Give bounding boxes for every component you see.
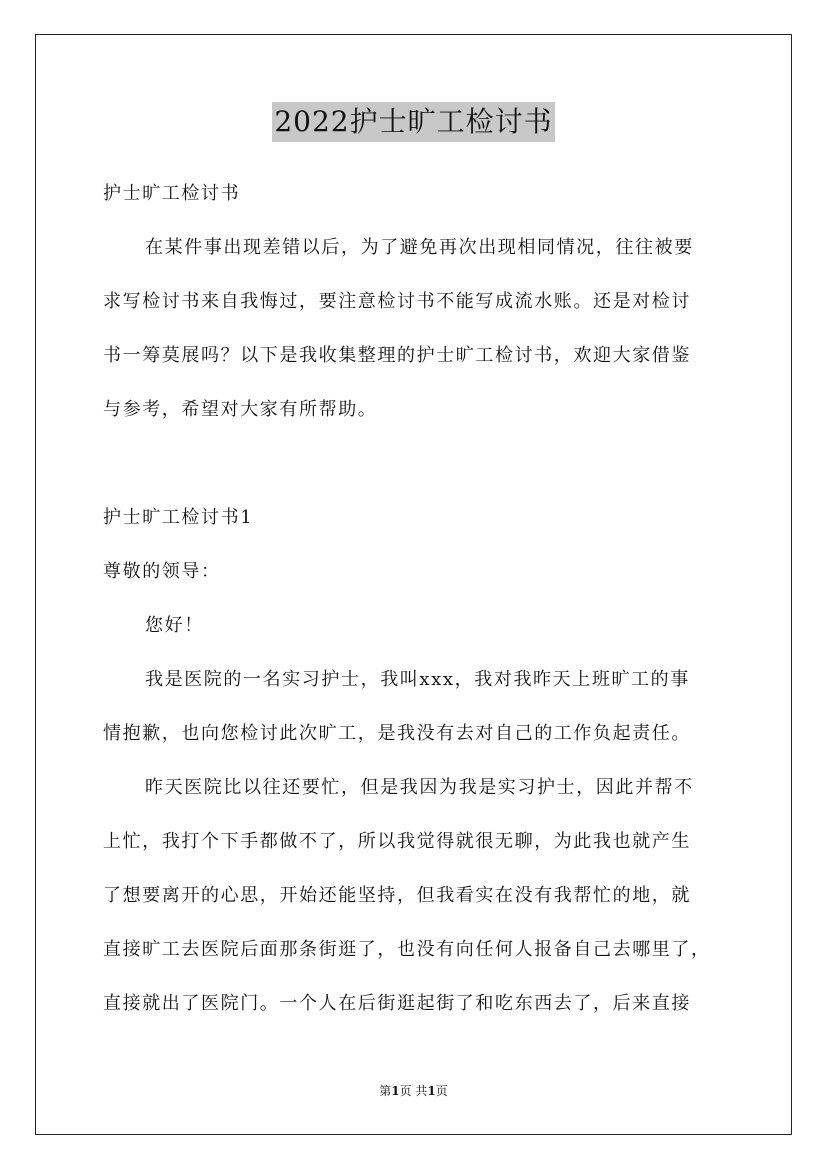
salutation: 尊敬的领导： bbox=[103, 561, 221, 582]
title-container bbox=[0, 102, 827, 142]
greeting: 您好！ bbox=[145, 615, 204, 636]
paragraph-line: 了想要离开的心思，开始还能坚持，但我看实在没有我帮忙的地，就 bbox=[103, 885, 691, 906]
paragraph-line: 直接就出了医院门。一个人在后街逛起街了和吃东西去了，后来直接 bbox=[103, 993, 691, 1014]
footer-suffix: 页 bbox=[435, 1084, 448, 1098]
section-heading: 护士旷工检讨书1 bbox=[103, 507, 254, 528]
paragraph-line: 书一筹莫展吗？以下是我收集整理的护士旷工检讨书，欢迎大家借鉴 bbox=[103, 345, 691, 366]
paragraph-line: 与参考，希望对大家有所帮助。 bbox=[103, 399, 378, 420]
paragraph-line: 情抱歉，也向您检讨此次旷工，是我没有去对自己的工作负起责任。 bbox=[103, 723, 691, 744]
paragraph-line: 在某件事出现差错以后，为了避免再次出现相同情况，往往被要 bbox=[145, 237, 694, 258]
page-footer bbox=[0, 1083, 827, 1099]
paragraph-line: 昨天医院比以往还要忙，但是我因为我是实习护士，因此并帮不 bbox=[145, 777, 694, 798]
paragraph-line: 直接旷工去医院后面那条街逛了，也没有向任何人报备自己去哪里了， bbox=[103, 939, 711, 960]
document-title: 2022护士旷工检讨书 bbox=[272, 102, 554, 142]
footer-mid: 页 共 bbox=[399, 1084, 428, 1098]
paragraph-line: 求写检讨书来自我悔过，要注意检讨书不能写成流水账。还是对检讨 bbox=[103, 291, 691, 312]
footer-prefix: 第 bbox=[379, 1084, 392, 1098]
paragraph-line: 我是医院的一名实习护士，我叫xxx，我对我昨天上班旷工的事 bbox=[145, 669, 690, 690]
current-page-number: 1 bbox=[391, 1084, 400, 1098]
paragraph-line: 上忙，我打个下手都做不了，所以我觉得就很无聊，为此我也就产生 bbox=[103, 831, 691, 852]
total-pages-number: 1 bbox=[427, 1084, 436, 1098]
intro-heading: 护士旷工检讨书 bbox=[103, 183, 241, 204]
